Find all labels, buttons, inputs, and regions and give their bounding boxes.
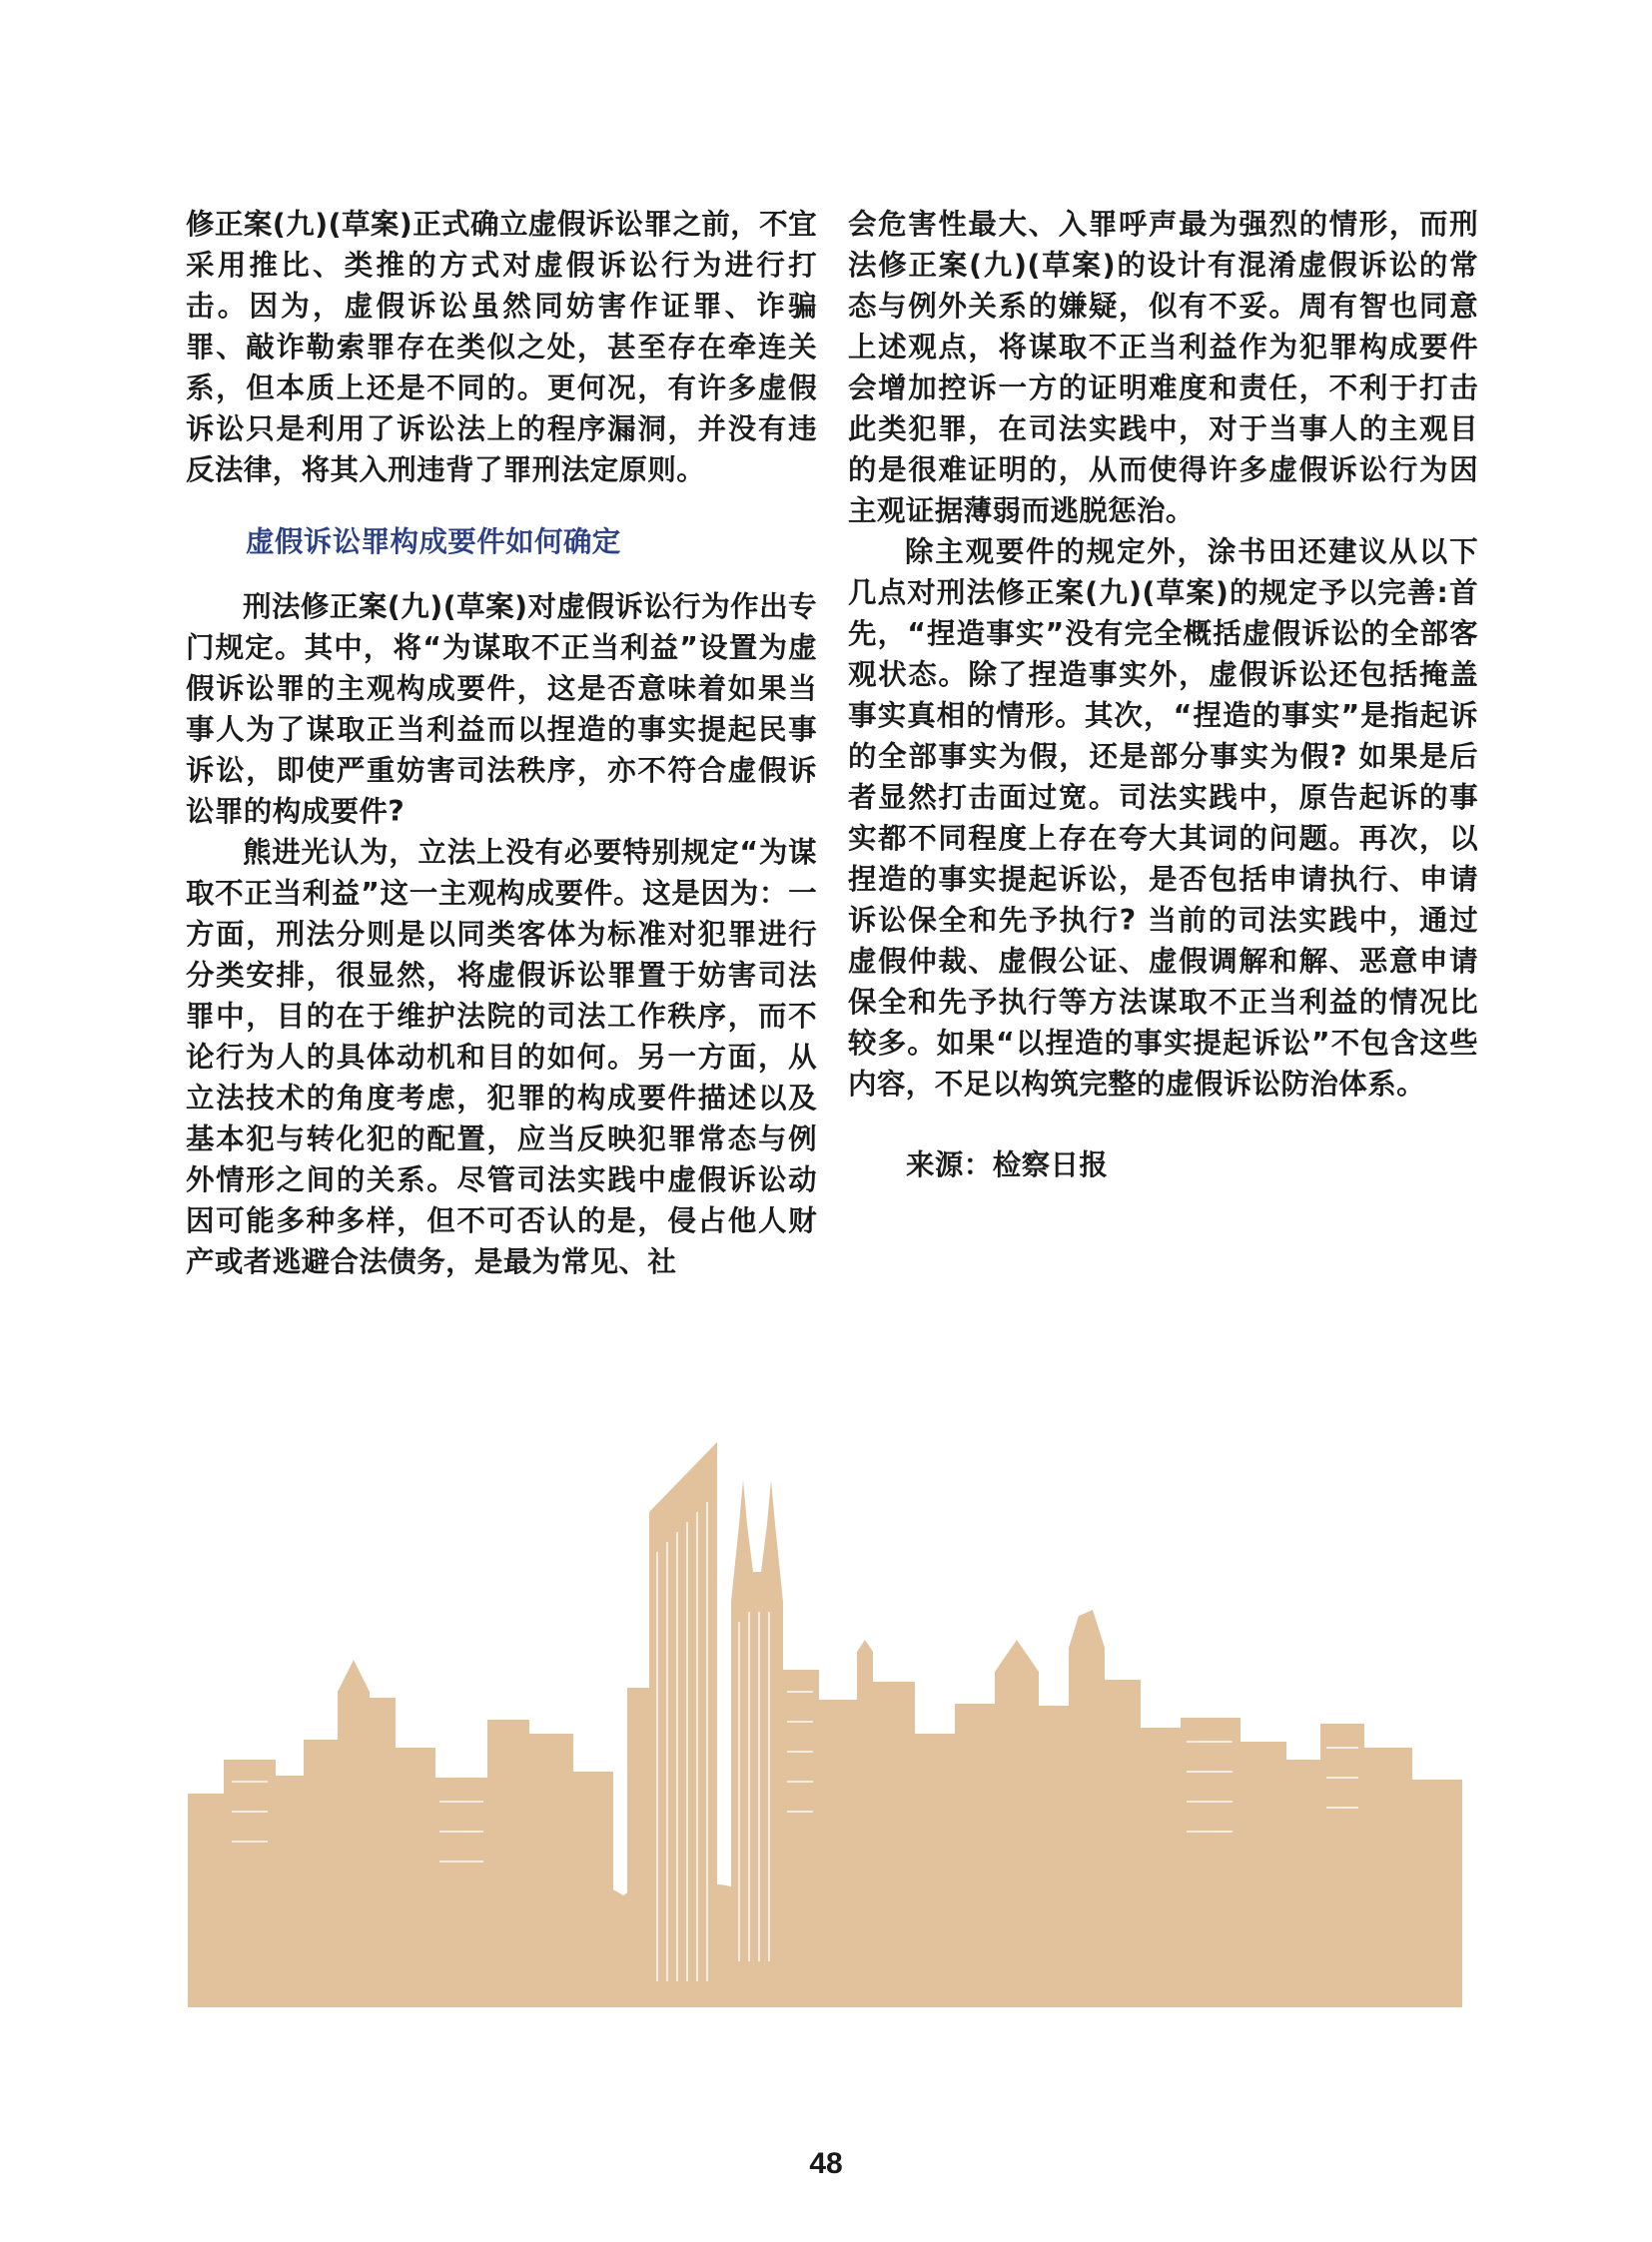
page-number: 48 — [809, 2147, 843, 2180]
left-text-column — [186, 204, 817, 1282]
right-paragraph-1: 会危害性最大、入罪呼声最为强烈的情形，而刑法修正案(九)(草案)的设计有混淆虚假诉讼的常态与例外关系的嫌疑，似有不妥。周有智也同意上述观点，将谋取不正当利益作为犯罪构成要件会增加控诉一方的证明难度和责任，不利于打击此类犯罪，在司法实践中，对于当事人的主观目的是很难证明的，从而使得许多虚假诉讼行为因主观证据薄弱而逃脱惩治。 — [848, 208, 1478, 527]
city-skyline-illustration — [188, 1442, 1462, 2007]
left-paragraph-2: 刑法修正案(九)(草案)对虚假诉讼行为作出专门规定。其中，将“为谋取不正当利益”设置为虚假诉讼罪的主观构成要件，这是否意味着如果当事人为了谋取正当利益而以捏造的事实提起民事诉讼，即使严重妨害司法秩序，亦不符合虚假诉讼罪的构成要件? — [186, 590, 817, 828]
left-paragraph-3: 熊进光认为，立法上没有必要特别规定“为谋取不正当利益”这一主观构成要件。这是因为：一方面，刑法分则是以同类客体为标准对犯罪进行分类安排，很显然，将虚假诉讼罪置于妨害司法罪中，目的在于维护法院的司法工作秩序，而不论行为人的具体动机和目的如何。另一方面，从立法技术的角度考虑，犯罪的构成要件描述以及基本犯与转化犯的配置，应当反映犯罪常态与例外情形之间的关系。尽管司法实践中虚假诉讼动因可能多种多样，但不可否认的是，侵占他人财产或者逃避合法债务，是最为常见、社 — [186, 836, 817, 1278]
right-paragraph-2: 除主观要件的规定外，涂书田还建议从以下几点对刑法修正案(九)(草案)的规定予以完善:首先，“捏造事实”没有完全概括虚假诉讼的全部客观状态。除了捏造事实外，虚假诉讼还包括掩盖事实真相的情形。其次，“捏造的事实”是指起诉的全部事实为假，还是部分事实为假? 如果是后者显然打击面过宽。司法实践中，原告起诉的事实都不同程度上存在夸大其词的问题。再次，以捏造的事实提起诉讼，是否包括申请执行、申请诉讼保全和先予执行? 当前的司法实践中，通过虚假仲裁、虚假公证、虚假调解和解、恶意申请保全和先予执行等方法谋取不正当利益的情况比较多。如果“以捏造的事实提起诉讼”不包含这些内容，不足以构筑完整的虚假诉讼防治体系。 — [848, 535, 1478, 1101]
section-heading: 虚假诉讼罪构成要件如何确定 — [246, 525, 621, 558]
skyline-buildings — [188, 1442, 1462, 2007]
right-text-column — [848, 204, 1478, 1185]
source-attribution: 来源：检察日报 — [906, 1148, 1109, 1181]
left-paragraph-1: 修正案(九)(草案)正式确立虚假诉讼罪之前，不宜采用推比、类推的方式对虚假诉讼行为进行打击。因为，虚假诉讼虽然同妨害作证罪、诈骗罪、敲诈勒索罪存在类似之处，甚至存在牵连关系，但本质上还是不同的。更何况，有许多虚假诉讼只是利用了诉讼法上的程序漏洞，并没有违反法律，将其入刑违背了罪刑法定原则。 — [186, 208, 817, 486]
